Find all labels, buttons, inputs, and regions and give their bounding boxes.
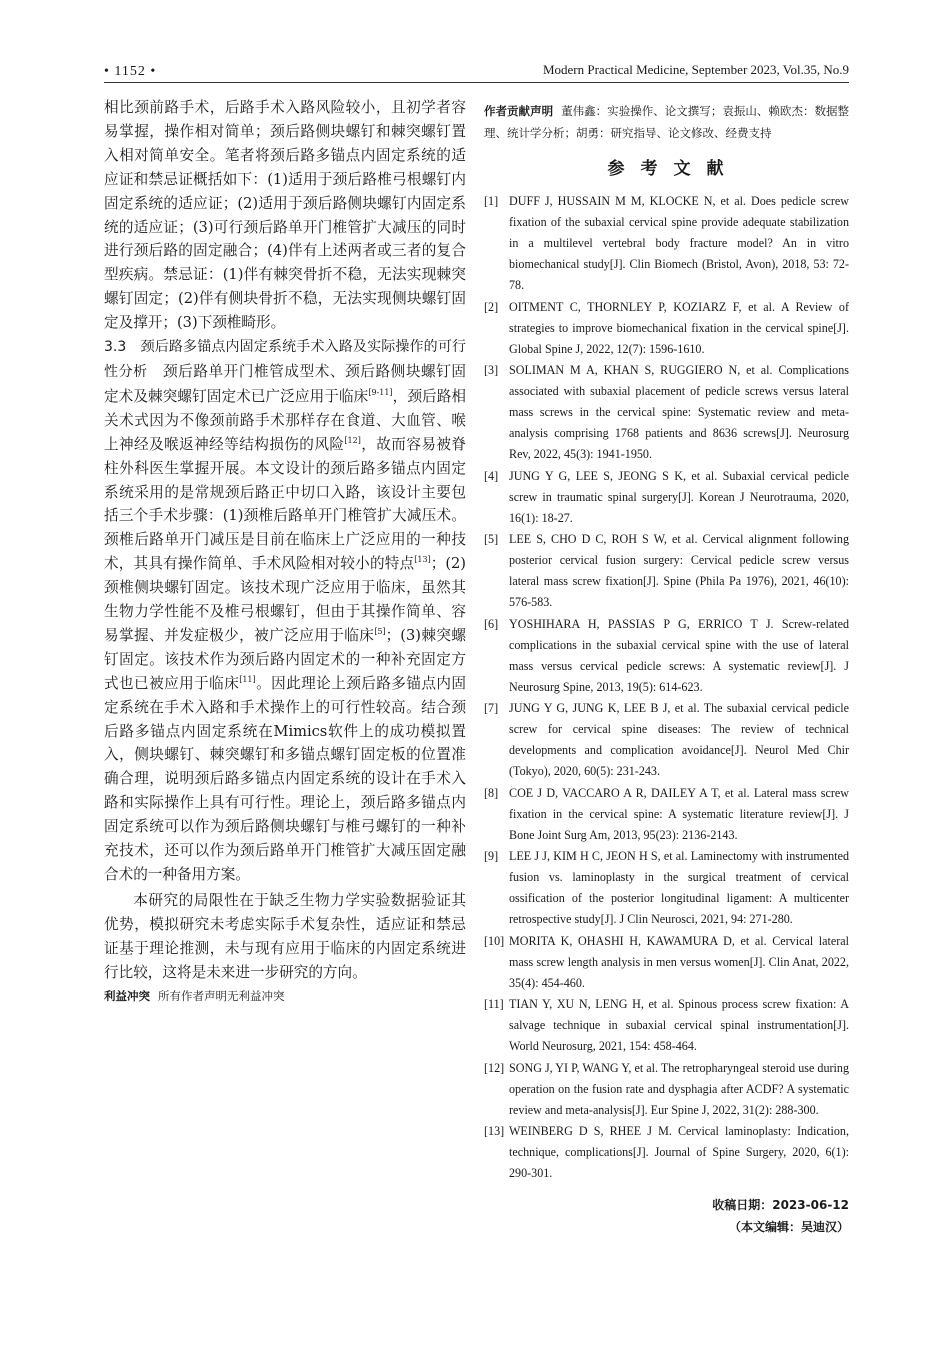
reference-item bbox=[484, 1058, 849, 1121]
reference-item bbox=[484, 783, 849, 846]
body-paragraph: 相比颈前路手术，后路手术入路风险较小，且初学者容易掌握，操作相对简单；颈后路侧块螺钉和棘突螺钉置入相对简单安全。笔者将颈后路多锚点内固定系统的适应证和禁忌证概括如下：(1)适用于颈后路椎弓根螺钉内固定系统的适应证；(2)适用于颈后路侧块螺钉内固定系统的适应证；(3)可行颈后路单开门椎管扩大减压的同时进行颈后路的固定融合；(4)伴有上述两者或三者的复合型疾病。禁忌证：(1)伴有棘突骨折不稳，无法实现棘突螺钉固定；(2)伴有侧块骨折不稳，无法实现侧块螺钉固定及撑开；(3)下颈椎畸形。 bbox=[104, 99, 466, 332]
citation[interactable]: [9-11] bbox=[368, 388, 393, 398]
page-number: • 1152 • bbox=[104, 64, 157, 79]
reference-text: LEE J J, KIM H C, JEON H S, et al. Laminectomy with instrumented fusion vs. laminoplasty in the surgical treatment of cervical ossification of the posterior longitudinal ligament: A multicenter retrospective study[J]. J Clin Neurosci, 2021, 94: 271-280. bbox=[509, 849, 849, 926]
reference-number: [10] bbox=[484, 933, 505, 948]
section-heading: 3.3 颈后路多锚点内固定系统手术入路及实际操作的可行性分析 bbox=[104, 339, 466, 380]
reference-number: [3] bbox=[484, 363, 499, 377]
body-text: 颈后路单开门椎管成型术、颈后路侧块螺钉固定术及棘突螺钉固定术已广泛应用于临床 bbox=[104, 362, 466, 405]
reference-item bbox=[484, 846, 849, 930]
contrib-label: 作者贡献声明 bbox=[484, 104, 554, 118]
reference-text: JUNG Y G, LEE S, JEONG S K, et al. Subaxial cervical pedicle screw in traumatic spinal surgery[J]. Korean J Neurotrauma, 2020, 16(1): 18-27. bbox=[509, 468, 849, 525]
reference-number: [6] bbox=[484, 616, 499, 631]
contrib-text: 董伟鑫：实验操作、论文撰写；袁振山、赖欧杰：数据整理、统计学分析；胡勇：研究指导、论文修改、经费支持 bbox=[484, 104, 850, 140]
author-contributions bbox=[484, 100, 849, 144]
citation[interactable]: [11] bbox=[239, 674, 256, 684]
reference-number: [5] bbox=[484, 532, 499, 546]
reference-text: SOLIMAN M A, KHAN S, RUGGIERO N, et al. Complications associated with subaxial placement of pedicle screws versus lateral mass screws in the cervical spine: Systematic review and meta-analysis comprising 1768 patients and 8636 screws[J]. Neurosurg Rev, 2022, 45(3): 1941-1950. bbox=[509, 363, 849, 461]
reference-item bbox=[484, 614, 849, 698]
reference-text: WEINBERG D S, RHEE J M. Cervical laminoplasty: Indication, technique, complications[J]. Journal of Spine Surgery, 2020, 6(1): 290-301. bbox=[509, 1124, 849, 1180]
reference-number: [9] bbox=[484, 849, 499, 863]
reference-number: [8] bbox=[484, 785, 499, 800]
reference-number: [2] bbox=[484, 299, 499, 314]
reference-item bbox=[484, 466, 849, 529]
reference-number: [7] bbox=[484, 701, 499, 715]
reference-item bbox=[484, 191, 849, 296]
reference-text: LEE S, CHO D C, ROH S W, et al. Cervical alignment following posterior cervical fusion surgery: Cervical pedicle screw versus lateral mass screw fixation[J]. Spine (Phila Pa 1976), 2021, 46(10): 576-583. bbox=[509, 532, 849, 609]
reference-text: OITMENT C, THORNLEY P, KOZIARZ F, et al. A Review of strategies to improve biomechanical fixation in the cervical spine[J]. Global Spine J, 2022, 12(7): 1596-1610. bbox=[509, 299, 849, 356]
journal-citation: Modern Practical Medicine, September 2023, Vol.35, No.9 bbox=[542, 62, 849, 77]
editor-credit: （本文编辑：吴迪汉） bbox=[728, 1220, 849, 1234]
reference-number: [11] bbox=[484, 997, 504, 1011]
citation[interactable]: [5] bbox=[374, 627, 386, 637]
reference-item bbox=[484, 994, 849, 1057]
limitations-paragraph: 本研究的局限性在于缺乏生物力学实验数据验证其优势，模拟研究未考虑实际手术复杂性，适应证和禁忌证基于理论推测，未与现有应用于临床的内固定系统进行比较，这将是未来进一步研究的方向。 bbox=[104, 891, 466, 981]
reference-text: DUFF J, HUSSAIN M M, KLOCKE N, et al. Does pedicle screw fixation of the subaxial cervical spine provide adequate stabilization in a multilevel vertebral body fracture model? An in vitro biomechanical study[J]. Clin Biomech (Bristol, Avon), 2018, 53: 72-78. bbox=[509, 194, 849, 292]
reference-number: [12] bbox=[484, 1060, 505, 1075]
body-text: ，颈后路相关术式因为不像颈前路手术那样存在食道、大血管、喉上神经及喉返神经等结构损伤的风险 bbox=[104, 387, 466, 453]
reference-item bbox=[484, 698, 849, 782]
reference-item bbox=[484, 297, 849, 360]
reference-text: COE J D, VACCARO A R, DAILEY A T, et al. Lateral mass screw fixation in the cervical spine: A systematic literature review[J]. J Bone Joint Surg Am, 2013, 95(23): 2136-2143. bbox=[509, 785, 849, 842]
coi-text: 所有作者声明无利益冲突 bbox=[158, 988, 285, 1003]
reference-number: [1] bbox=[484, 194, 499, 208]
reference-text: TIAN Y, XU N, LENG H, et al. Spinous process screw fixation: A salvage technique in subaxial cervical spinal instrumentation[J]. World Neurosurg, 2021, 154: 458-464. bbox=[509, 997, 849, 1053]
coi-label: 利益冲突 bbox=[104, 988, 150, 1003]
reference-text: SONG J, YI P, WANG Y, et al. The retropharyngeal steroid use during operation on the fusion rate and dysphagia after ACDF? A systematic review and meta-analysis[J]. Eur Spine J, 2022, 31(2): 288-300. bbox=[509, 1060, 849, 1117]
reference-text: MORITA K, OHASHI H, KAWAMURA D, et al. Cervical lateral mass screw length analysis in men versus women[J]. Clin Anat, 2022, 35(4): 454-460. bbox=[509, 933, 849, 990]
citation[interactable]: [13] bbox=[414, 555, 431, 565]
reference-item bbox=[484, 1121, 849, 1184]
reference-item bbox=[484, 360, 849, 465]
reference-text: YOSHIHARA H, PASSIAS P G, ERRICO T J. Screw-related complications in the subaxial cervical spine with the use of lateral mass versus cervical pedicle screws: A systematic review[J]. J Neurosurg Spine, 2013, 19(5): 614-623. bbox=[509, 616, 849, 694]
references-title: 参考文献 bbox=[607, 159, 740, 179]
reference-number: [4] bbox=[484, 468, 499, 483]
received-date: 收稿日期：2023-06-12 bbox=[712, 1198, 849, 1212]
header-divider bbox=[104, 82, 849, 83]
conflict-of-interest bbox=[104, 987, 466, 1005]
body-text: ；(2)颈椎侧块螺钉固定。该技术现广泛应用于临床，虽然其生物力学性能不及椎弓根螺钉，但由于其操作简单、容易掌握、并发症极少，被广泛应用于临床 bbox=[104, 555, 466, 644]
body-text: 。因此理论上颈后路多锚点内固定系统在手术入路和手术操作上的可行性较高。结合颈后路多锚点内固定系统在Mimics软件上的成功模拟置入，侧块螺钉、棘突螺钉和多锚点螺钉固定板的位置准确合理，说明颈后路多锚点内固定系统的设计在手术入路和实际操作上具有可行性。理论上，颈后路多锚点内固定系统可以作为颈后路侧块螺钉与椎弓螺钉的一种补充技术，还可以作为颈后路单开门椎管扩大减压固定融合术的一种备用方案。 bbox=[104, 674, 466, 883]
reference-item bbox=[484, 931, 849, 994]
citation[interactable]: [12] bbox=[344, 435, 361, 445]
reference-item bbox=[484, 529, 849, 613]
body-text: ，故而容易被脊柱外科医生掌握开展。本文设计的颈后路多锚点内固定系统采用的是常规颈后路正中切口入路，该设计主要包括三个手术步骤：(1)颈椎后路单开门椎管扩大减压术。颈椎后路单开门减压是目前在临床上广泛应用的一种技术，其具有操作简单、手术风险相对较小的特点 bbox=[104, 435, 466, 573]
reference-list bbox=[484, 191, 849, 1184]
reference-number: [13] bbox=[484, 1124, 505, 1138]
left-column bbox=[104, 96, 466, 1005]
section-paragraph bbox=[104, 335, 466, 887]
right-column bbox=[484, 100, 849, 1238]
reference-text: JUNG Y G, JUNG K, LEE B J, et al. The subaxial cervical pedicle screw for cervical spine diseases: The review of technical developments and complication avoidance[J]. Neurol Med Chir (Tokyo), 2020, 60(5): 231-243. bbox=[509, 701, 849, 778]
body-text: ；(3)棘突螺钉固定。该技术作为颈后路内固定术的一种补充固定方式也已被应用于临床 bbox=[104, 626, 466, 692]
